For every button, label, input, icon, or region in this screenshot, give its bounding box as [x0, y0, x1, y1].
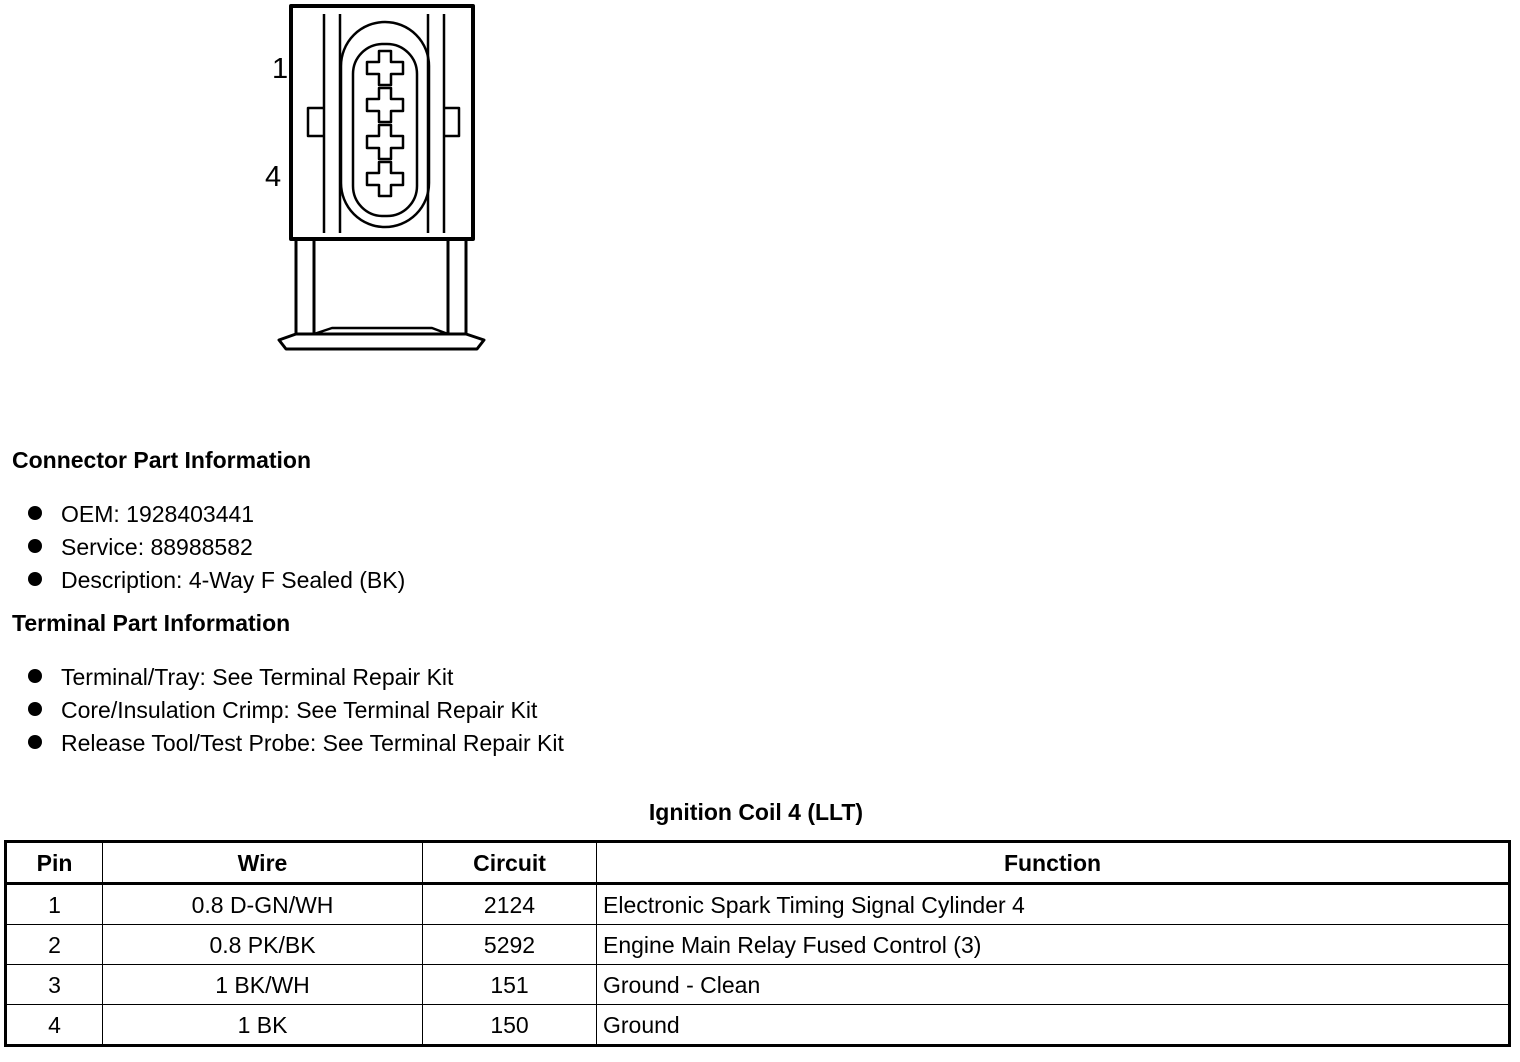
- header-function: Function: [597, 842, 1510, 884]
- pin-4-label: 4: [265, 161, 282, 193]
- pin-cell: 2: [6, 925, 103, 965]
- wire-cell: 0.8 PK/BK: [103, 925, 423, 965]
- list-item: [28, 567, 405, 600]
- circuit-cell: 5292: [423, 925, 597, 965]
- wire-cell: 0.8 D-GN/WH: [103, 884, 423, 925]
- list-item: [28, 534, 405, 567]
- bullet-icon: [28, 669, 42, 683]
- pin-cell: 1: [6, 884, 103, 925]
- table-row: [6, 1005, 1510, 1046]
- pin-cell: 4: [6, 1005, 103, 1046]
- connector-info-heading: Connector Part Information: [12, 447, 312, 473]
- function-cell: Ground: [597, 1005, 1510, 1046]
- latch-base: [279, 334, 484, 349]
- connector-end-view-diagram: [0, 0, 520, 360]
- list-item: [28, 697, 564, 730]
- bullet-icon: [28, 702, 42, 716]
- function-cell: Engine Main Relay Fused Control (3): [597, 925, 1510, 965]
- bullet-icon: [28, 506, 42, 520]
- pinout-table: [4, 840, 1511, 1047]
- terminal-cavity-1: [367, 51, 403, 85]
- table-header-row: [6, 842, 1510, 884]
- header-wire: Wire: [103, 842, 423, 884]
- wire-cell: 1 BK/WH: [103, 965, 423, 1005]
- list-item: [28, 501, 405, 534]
- list-item: [28, 664, 564, 697]
- cavity-inner-seal: [353, 44, 417, 216]
- function-cell: Ground - Clean: [597, 965, 1510, 1005]
- terminal-cavity-3: [367, 125, 403, 159]
- release-tool-text: Release Tool/Test Probe: See Terminal Repair Kit: [61, 730, 564, 756]
- right-lock-tab: [444, 108, 459, 136]
- bullet-icon: [28, 735, 42, 749]
- oem-text: OEM: 1928403441: [61, 501, 255, 527]
- circuit-cell: 151: [423, 965, 597, 1005]
- terminal-info-list: [28, 664, 564, 763]
- bullet-icon: [28, 539, 42, 553]
- header-circuit: Circuit: [423, 842, 597, 884]
- function-cell: Electronic Spark Timing Signal Cylinder 4: [597, 884, 1510, 925]
- service-text: Service: 88988582: [61, 534, 253, 560]
- circuit-cell: 150: [423, 1005, 597, 1046]
- header-pin: Pin: [6, 842, 103, 884]
- terminal-info-heading: Terminal Part Information: [12, 610, 291, 636]
- table-title: Ignition Coil 4 (LLT): [648, 799, 864, 825]
- connector-info-list: [28, 501, 405, 600]
- table-row: [6, 965, 1510, 1005]
- terminal-cavity-2: [367, 88, 403, 122]
- circuit-cell: 2124: [423, 884, 597, 925]
- table-row: [6, 884, 1510, 925]
- terminal-tray-text: Terminal/Tray: See Terminal Repair Kit: [61, 664, 454, 690]
- terminal-cavity-4: [367, 162, 403, 196]
- wire-cell: 1 BK: [103, 1005, 423, 1046]
- left-lock-tab: [308, 108, 324, 136]
- table-row: [6, 925, 1510, 965]
- list-item: [28, 730, 564, 763]
- pin-1-label: 1: [272, 53, 289, 85]
- crimp-text: Core/Insulation Crimp: See Terminal Repair Kit: [61, 697, 538, 723]
- bullet-icon: [28, 572, 42, 586]
- pin-cell: 3: [6, 965, 103, 1005]
- description-text: Description: 4-Way F Sealed (BK): [61, 567, 406, 593]
